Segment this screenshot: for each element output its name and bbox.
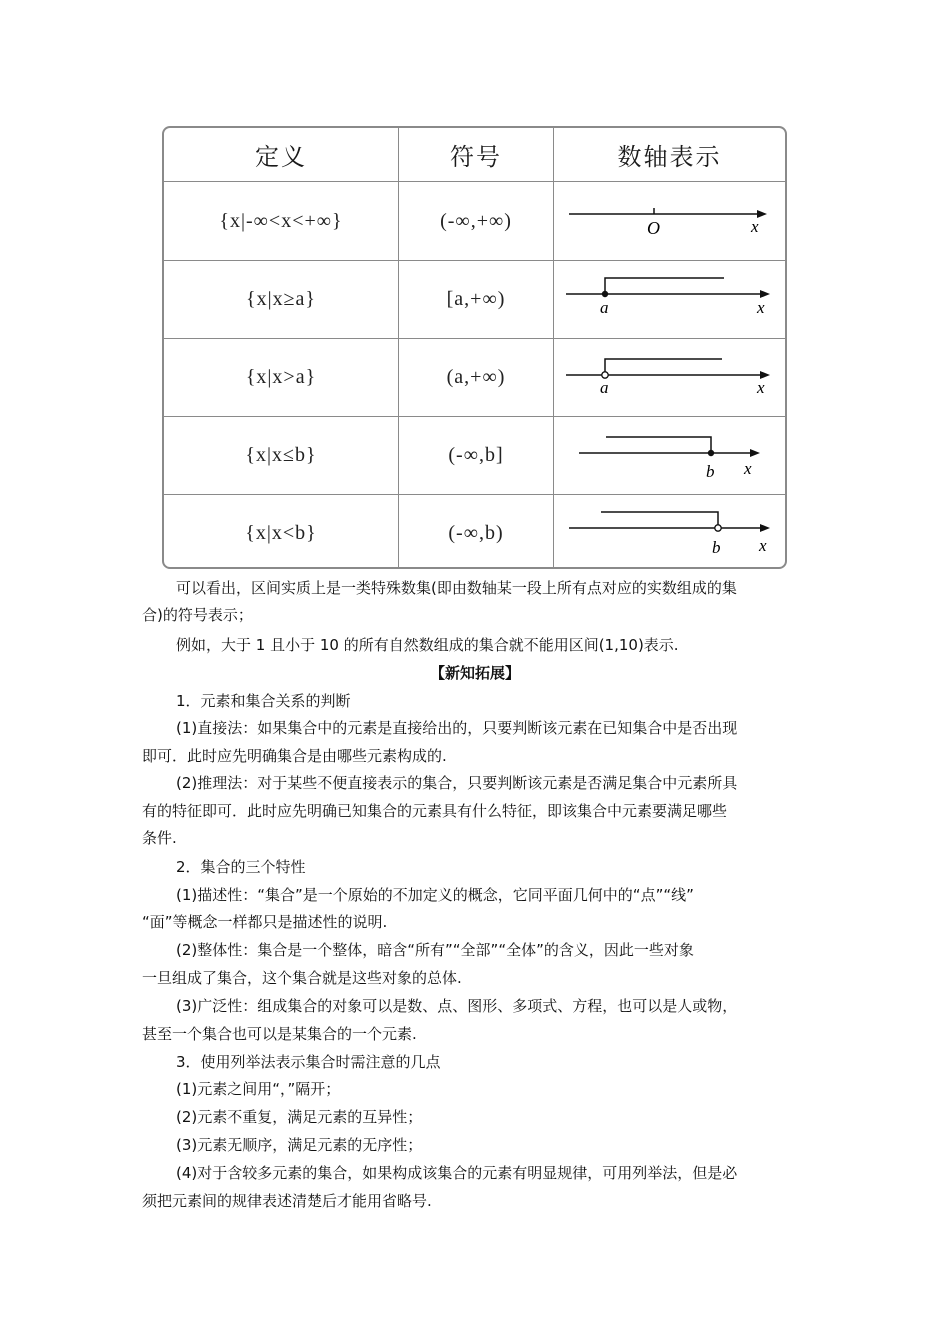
table-row <box>164 260 785 338</box>
paragraph-line: (2)推理法：对于某些不便直接表示的集合，只要判断该元素是否满足集合中元素所具 <box>176 774 738 792</box>
number-line-cell <box>554 495 785 569</box>
table-row <box>164 181 785 260</box>
header-symbol: 符号 <box>399 128 554 181</box>
axis-var-label: x <box>759 535 767 555</box>
header-number-line: 数轴表示 <box>617 143 722 171</box>
paragraph-line: (3)广泛性：组成集合的对象可以是数、点、图形、多项式、方程，也可以是人或物， <box>176 997 738 1015</box>
paragraph-line: 甚至一个集合也可以是某集合的一个元素. <box>142 1025 417 1043</box>
number-line-cell <box>554 182 785 260</box>
table-row <box>164 494 785 569</box>
number-line-ge-a <box>554 261 785 339</box>
paragraph-line: (3)元素无顺序，满足元素的无序性； <box>176 1136 423 1154</box>
axis-var-label: x <box>757 377 765 397</box>
number-line-cell <box>554 339 785 416</box>
paragraph-line: 须把元素间的规律表述清楚后才能用省略号. <box>142 1192 432 1210</box>
point-label: a <box>600 377 609 397</box>
definition-cell: {x|x>a} <box>164 339 399 416</box>
paragraph-line: (2)整体性：集合是一个整体，暗含“所有”“全部”“全体”的含义，因此一些对象 <box>176 941 694 959</box>
paragraph-line: 可以看出，区间实质上是一类特殊数集(即由数轴某一段上所有点对应的实数组成的集 <box>176 579 737 597</box>
point-label: b <box>712 537 721 557</box>
paragraph-line: “面”等概念一样都只是描述性的说明. <box>142 913 388 931</box>
number-line-le-b <box>554 417 785 495</box>
axis-var-label: x <box>751 216 759 236</box>
paragraph-line: (4)对于含较多元素的集合，如果构成该集合的元素有明显规律，可用列举法，但是必 <box>176 1164 738 1182</box>
table-row <box>164 338 785 416</box>
table-row <box>164 416 785 494</box>
paragraph-line: (2)元素不重复，满足元素的互异性； <box>176 1108 423 1126</box>
section-title: 【新知拓展】 <box>429 664 520 682</box>
paragraph-line: 即可．此时应先明确集合是由哪些元素构成的. <box>142 747 447 765</box>
axis-var-label: x <box>757 297 765 317</box>
header-definition: 定义 <box>164 128 399 181</box>
symbol-cell: (-∞,b) <box>399 495 554 569</box>
symbol-cell: [a,+∞) <box>399 261 554 338</box>
definition-cell: {x|x≤b} <box>164 417 399 494</box>
paragraph-line: (1)元素之间用“，”隔开； <box>176 1080 341 1098</box>
table-header-row <box>164 128 785 181</box>
paragraph-line: 条件. <box>142 829 177 847</box>
number-line-all-reals <box>554 182 785 261</box>
paragraph-line: (1)直接法：如果集合中的元素是直接给出的，只要判断该元素在已知集合中是否出现 <box>176 719 738 737</box>
number-line-cell <box>554 417 785 494</box>
paragraph-line: (1)描述性：“集合”是一个原始的不加定义的概念，它同平面几何中的“点”“线” <box>176 886 694 904</box>
heading: 2．集合的三个特性 <box>176 858 306 876</box>
point-label: b <box>706 461 715 481</box>
point-label: a <box>600 297 609 317</box>
paragraph-line: 一旦组成了集合，这个集合就是这些对象的总体. <box>142 969 462 987</box>
paragraph-line: 合)的符号表示； <box>142 606 253 624</box>
axis-var-label: x <box>744 458 752 478</box>
definition-cell: {x|x≥a} <box>164 261 399 338</box>
definition-cell: {x|-∞<x<+∞} <box>164 182 399 260</box>
definition-cell: {x|x<b} <box>164 495 399 569</box>
symbol-cell: (-∞,+∞) <box>399 182 554 260</box>
number-line-cell <box>554 261 785 338</box>
symbol-cell: (a,+∞) <box>399 339 554 416</box>
paragraph-line: 例如，大于 1 且小于 10 的所有自然数组成的集合就不能用区间(1,10)表示. <box>176 636 679 654</box>
symbol-cell: (-∞,b] <box>399 417 554 494</box>
paragraph-line: 有的特征即可．此时应先明确已知集合的元素具有什么特征，即该集合中元素要满足哪些 <box>142 802 728 820</box>
interval-table <box>162 126 787 569</box>
heading: 3．使用列举法表示集合时需注意的几点 <box>176 1053 441 1071</box>
number-line-gt-a <box>554 339 785 417</box>
number-line-lt-b <box>554 495 785 570</box>
heading: 1．元素和集合关系的判断 <box>176 692 351 710</box>
origin-label: O <box>647 217 660 238</box>
